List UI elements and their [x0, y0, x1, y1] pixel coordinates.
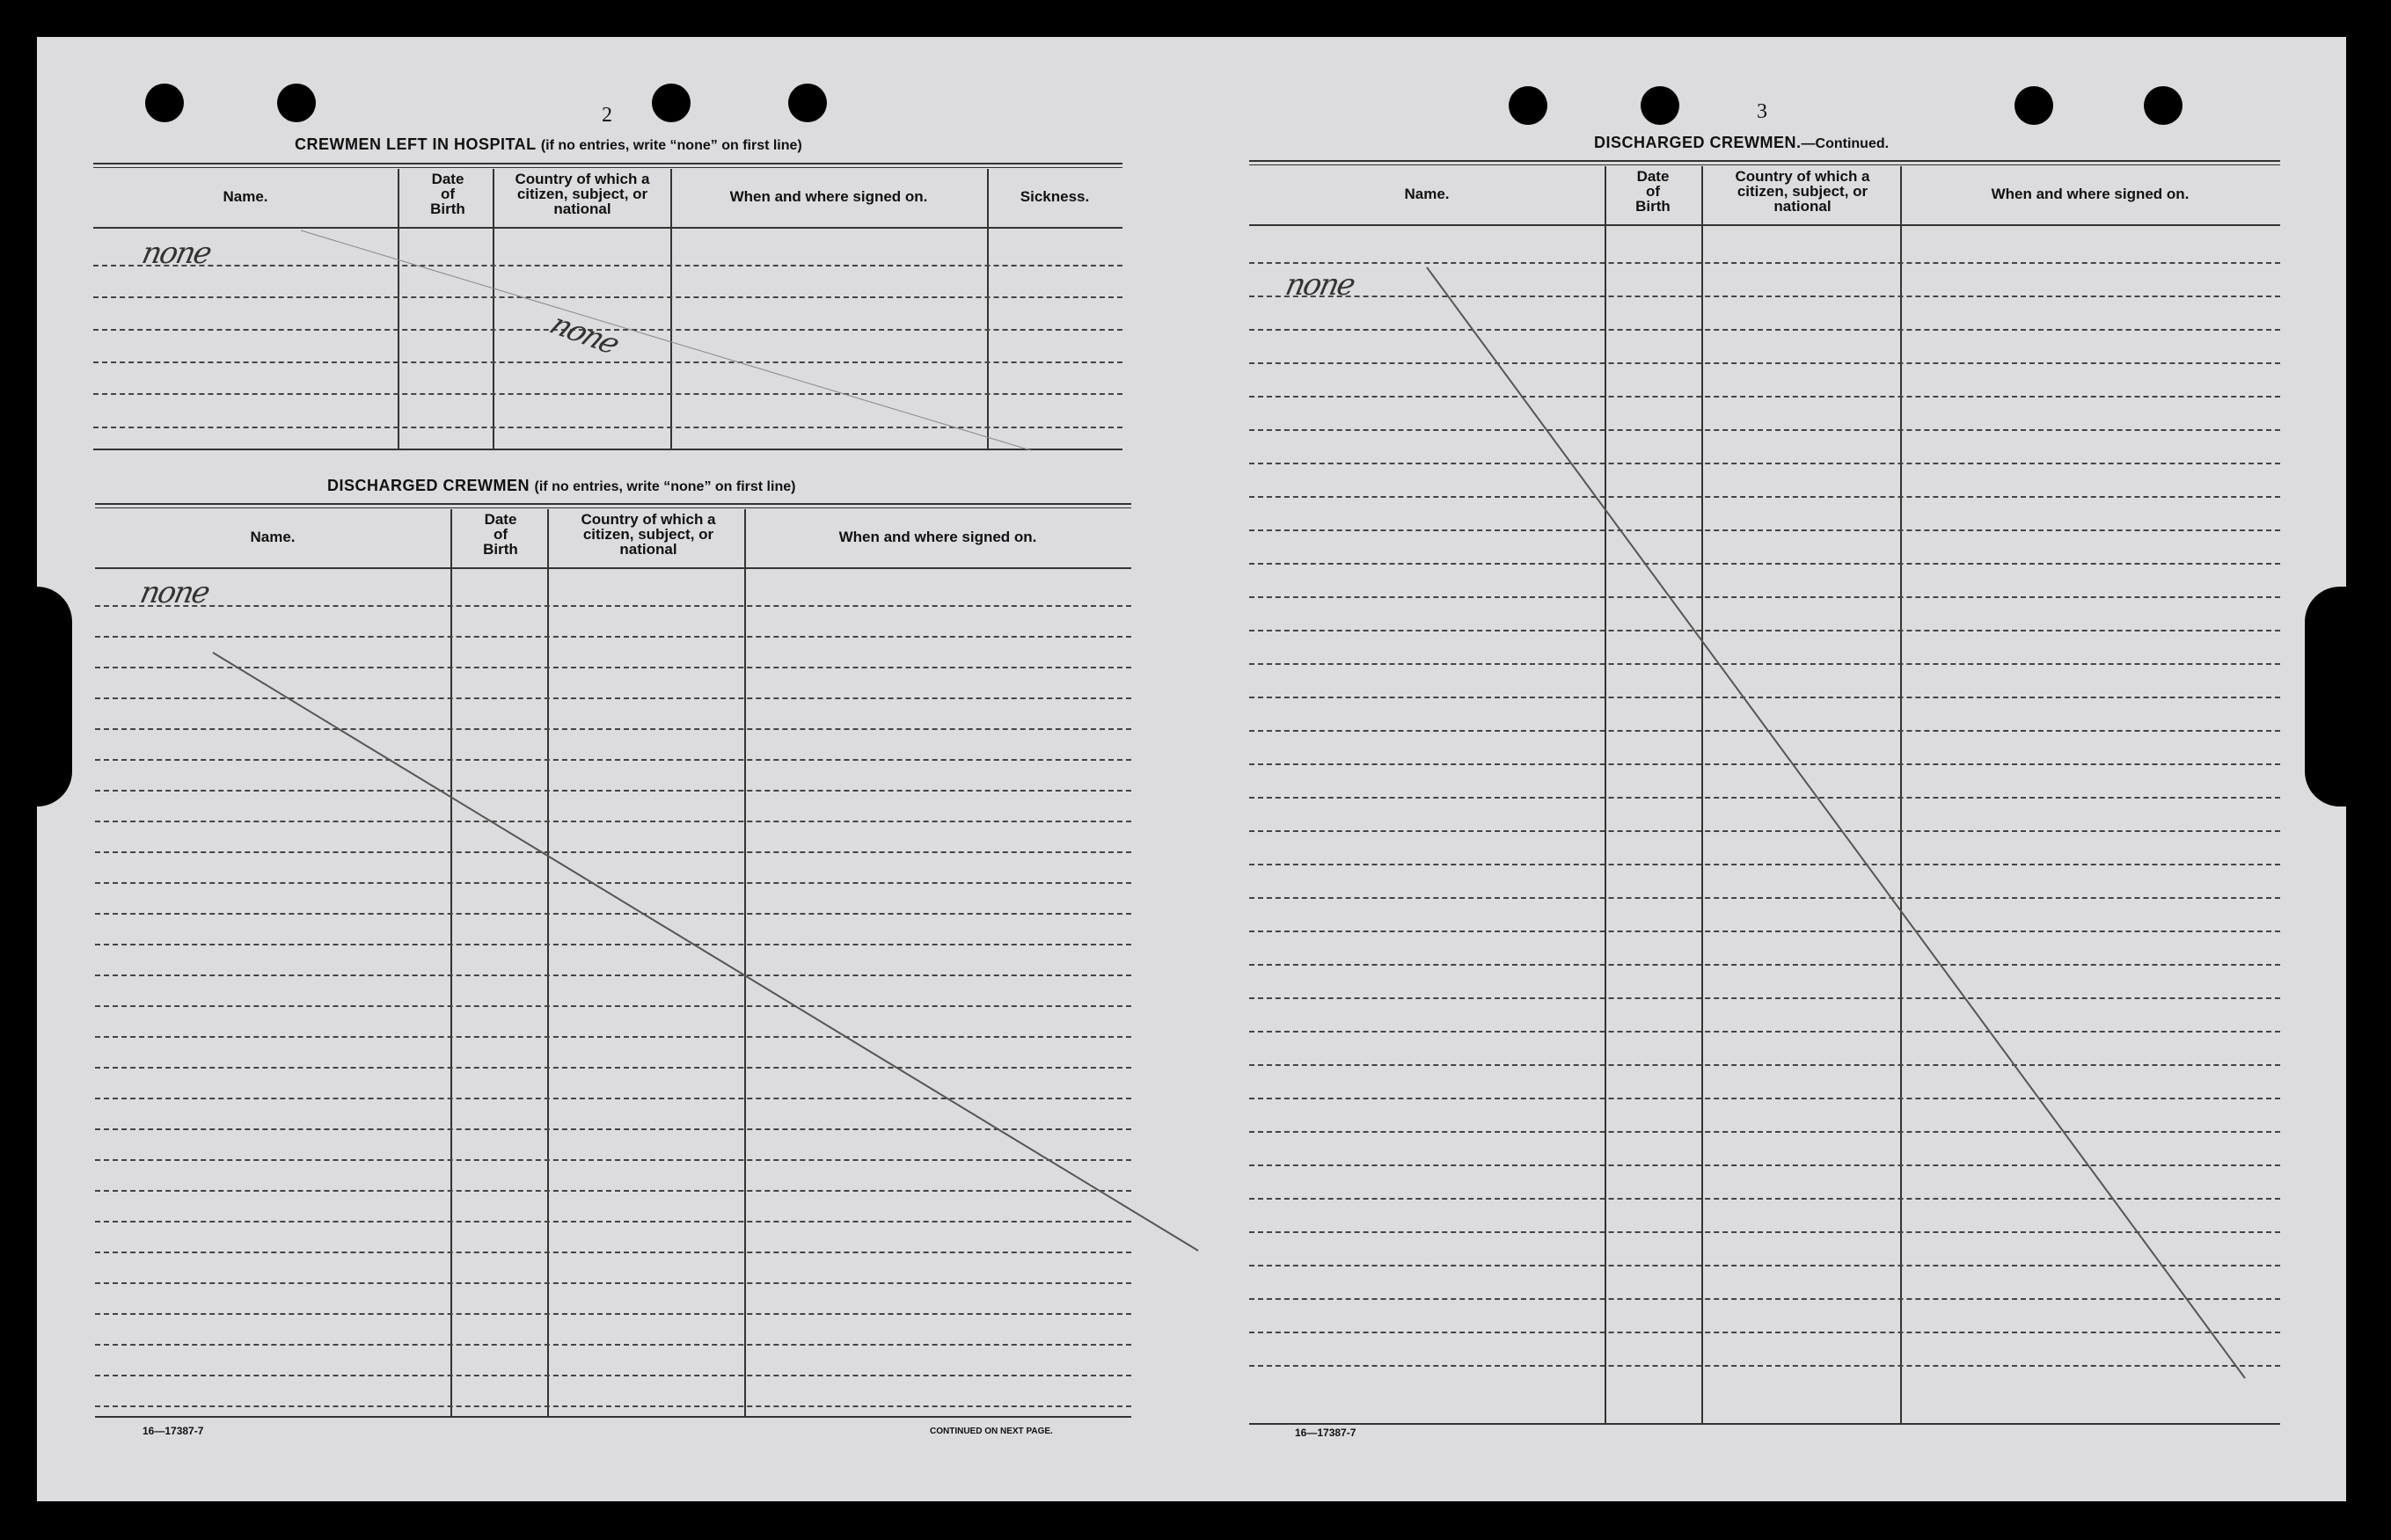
- form-number: 16—17387-7: [143, 1425, 204, 1437]
- right-title-suffix: —Continued.: [1801, 136, 1890, 151]
- col-header-signed-on: When and where signed on.: [1991, 186, 2190, 202]
- col-header-date-of-birth: Date of Birth: [1635, 168, 1671, 215]
- col-header-date-of-birth: Date of Birth: [430, 171, 465, 217]
- right-title-text: DISCHARGED CREWMEN.: [1594, 134, 1802, 151]
- hospital-title-text: CREWMEN LEFT IN HOSPITAL: [295, 135, 537, 153]
- col-header-sickness: Sickness.: [1020, 188, 1090, 205]
- document-spread: [37, 37, 2346, 1501]
- strike-lines: [37, 37, 2346, 1501]
- page-number: 3: [1757, 100, 1767, 123]
- col-header-country: Country of which a citizen, subject, or national: [581, 511, 716, 558]
- discharged-title-note: (if no entries, write “none” on first line): [534, 479, 796, 494]
- page-number: 2: [602, 104, 612, 127]
- col-header-date-of-birth: Date of Birth: [483, 511, 518, 558]
- handwritten-none: none: [1282, 267, 1357, 303]
- strike-line-left: [213, 653, 1198, 1251]
- col-header-name: Name.: [250, 529, 296, 545]
- col-header-country: Country of which a citizen, subject, or national: [1735, 168, 1870, 215]
- col-header-name: Name.: [223, 188, 268, 205]
- col-header-name: Name.: [1404, 186, 1450, 202]
- col-header-signed-on: When and where signed on.: [729, 188, 928, 205]
- handwritten-none: none: [136, 575, 212, 610]
- form-number: 16—17387-7: [1295, 1427, 1356, 1439]
- discharged-title-text: DISCHARGED CREWMEN: [327, 477, 530, 494]
- handwritten-none: none: [138, 236, 214, 271]
- col-header-signed-on: When and where signed on.: [838, 529, 1037, 545]
- col-header-country: Country of which a citizen, subject, or national: [515, 171, 650, 217]
- strike-line-hospital: [301, 230, 1031, 450]
- strike-line-right: [1427, 267, 2245, 1378]
- hospital-title-note: (if no entries, write “none” on first line): [540, 138, 802, 153]
- handwritten-none: none: [543, 307, 625, 361]
- continued-note: CONTINUED ON NEXT PAGE.: [930, 1427, 1053, 1436]
